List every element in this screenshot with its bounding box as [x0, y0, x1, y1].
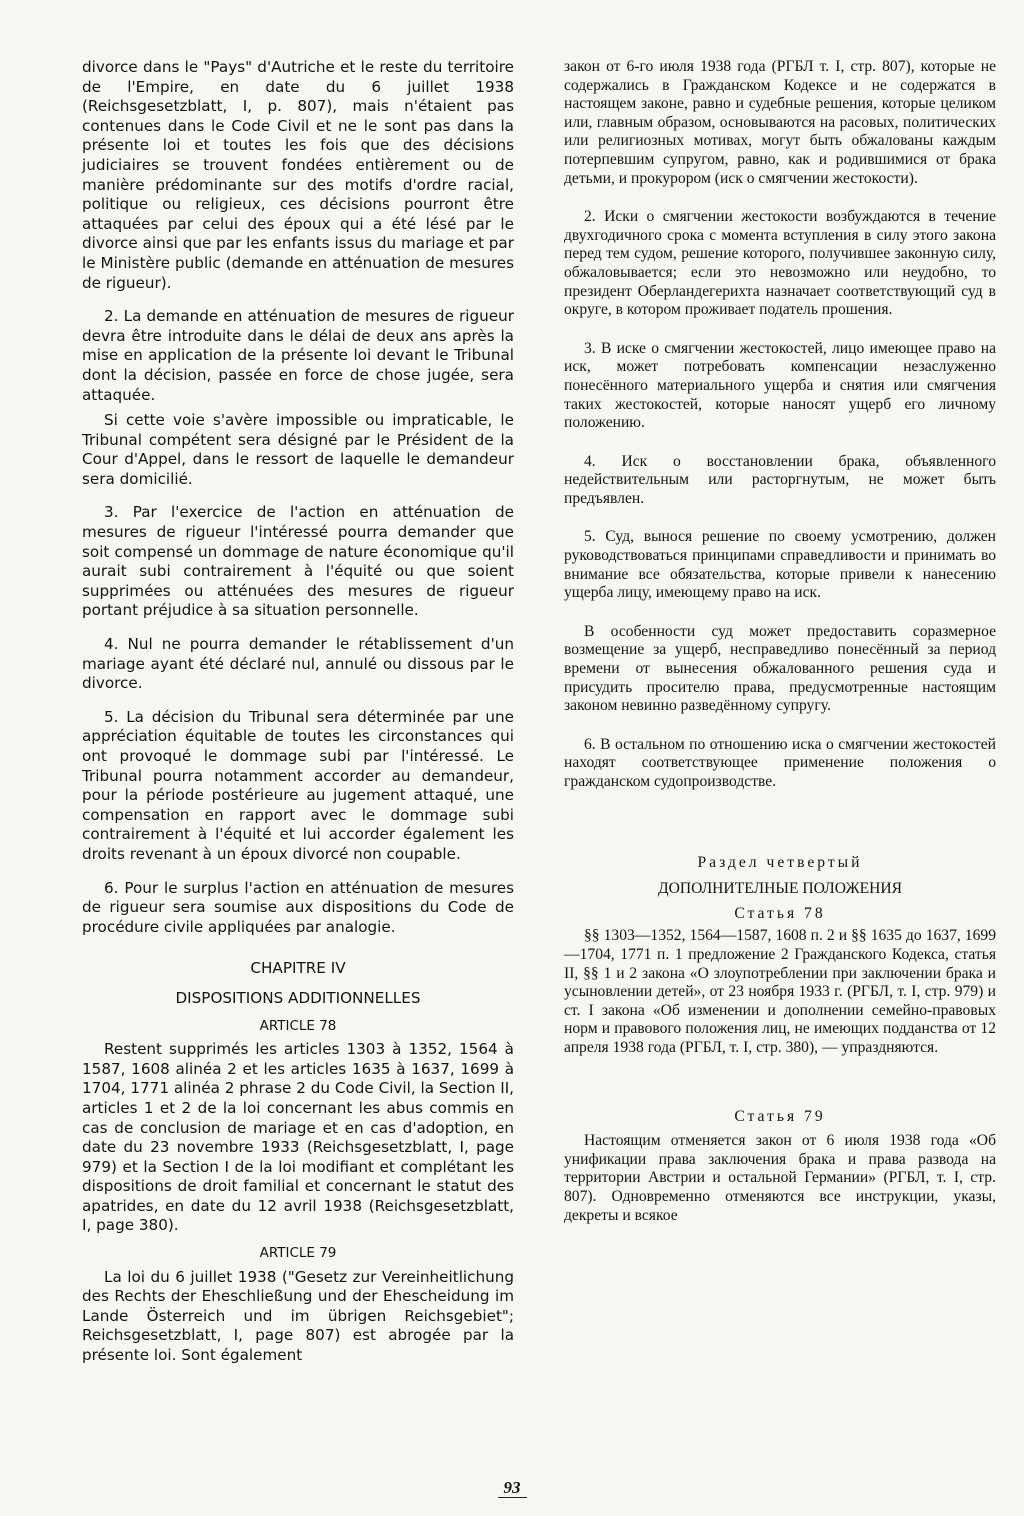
page-number	[0, 1478, 1024, 1498]
russian-paragraph-2: 2. Иски о смягчении жестокости возбуждаются в течение двухгодичного срока с момента вступления в силу этого закона перед тем судом, решение которого, получившее законную силу, обжаловывается; если это невозможно или неудобно, то президент Оберландегерихта назначает соответствующий суд в округе, в котором проживает податель прошения.	[564, 208, 996, 319]
french-article-79-text: La loi du 6 juillet 1938 ("Gesetz zur Vereinheitlichung des Rechts der Eheschließung und der Ehescheidung im Lande Österreich und im übrigen Reichsgebiet"; Reichsgesetzblatt, I, page 807) est abrogée par la présente loi. Sont également	[82, 1267, 514, 1365]
russian-column	[564, 58, 996, 1239]
french-paragraph-4: 4. Nul ne pourra demander le rétablissement d'un mariage ayant été déclaré nul, annulé ou dissous par le divorce.	[82, 635, 514, 693]
french-paragraph-3: 3. Par l'exercice de l'action en atténuation de mesures de rigueur l'intéressé pourra demander que soit compensé un dommage de nature économique qu'il aurait subi contrairement à l'équité ou que soient supprimées ou atténuées des mesures de rigueur portant préjudice à sa situation personnelle.	[82, 503, 514, 620]
russian-article-79-heading: Статья 79	[734, 1107, 826, 1125]
french-column	[82, 58, 514, 1380]
russian-paragraph-4: 4. Иск о восстановлении брака, объявленного недействительным или расторгнутым, не может быть предъявлен.	[564, 452, 996, 507]
page-number-value: 93	[498, 1478, 527, 1498]
russian-article-79-text: Настоящим отменяется закон от 6 июля 1938 года «Об унификации права заключения брака и права развода на территории Австрии и остальной Германии» (РГБЛ, т. I, стр. 807). Одновременно отменяются все инструкции, указы, декреты и всякое	[564, 1132, 996, 1224]
russian-article-78-text: §§ 1303—1352, 1564—1587, 1608 п. 2 и §§ 1635 до 1637, 1699—1704, 1771 п. 1 предложение 2 Гражданского Кодекса, статья II, §§ 1 и 2 закона «О злоупотреблении при заключении брака и усыновлении детей», от 23 ноября 1933 г. (РГБЛ, т. I, стр. 979) и ст. I закона «Об изменении и дополнении семейно-правовых норм и правового положения лиц, не имеющих подданства от 12 апреля 1938 года (РГБЛ, т. I, стр. 380), — упраздняются.	[564, 927, 996, 1056]
french-chapter-subtitle: DISPOSITIONS ADDITIONNELLES	[175, 988, 421, 1007]
french-article-78-heading: ARTICLE 78	[259, 1017, 337, 1034]
russian-intro-paragraph: закон от 6-го июля 1938 года (РГБЛ т. I, стр. 807), которые не содержались в Гражданском Кодексе и не содержатся в настоящем законе, равно и судебные решения, которые целиком или, главным образом, основываются на расовых, политических или религиозных мотивах, могут быть обжалованы каждым потерпевшим супругом, равно, как и родившимися от брака детьми, и прокурором (иск о смягчении жестокости).	[564, 58, 996, 187]
french-paragraph-6: 6. Pour le surplus l'action en atténuation de mesures de rigueur sera soumise aux dispositions du Code de procédure civile appliquées par analogie.	[82, 878, 514, 936]
french-chapter-title: CHAPITRE IV	[250, 959, 346, 978]
french-intro-paragraph: divorce dans le "Pays" d'Autriche et le reste du territoire de l'Empire, en date du 6 juillet 1938 (Reichsgesetzblatt, I, p. 807), mais n'étaient pas contenues dans le Code Civil et ne le sont pas dans la présente loi et toutes les fois que des décisions judiciaires se trouvent fondées entièrement ou de manière prédominante sur des motifs d'ordre racial, politique ou religieux, ces décisions pourront être attaquées par celui des époux qui a été lésé par le divorce ainsi que par les enfants issus du mariage et par le Ministère public (demande en atténuation de mesures de rigueur).	[82, 58, 514, 292]
russian-paragraph-5b: В особенности суд может предоставить соразмерное возмещение за ущерб, несправедливо понесённый за период времени от вынесения обжалованного решения суда и присудить просителю права, предусмотренные настоящим законом невинно разведённому супругу.	[564, 622, 996, 715]
russian-paragraph-3: 3. В иске о смягчении жестокостей, лицо имеющее право на иск, может потребовать компенсации незаслуженно понесённого материального ущерба и снятия или смягчения таких жестокостей, которые наносят ущерб его личному положению.	[564, 339, 996, 432]
french-paragraph-2: 2. La demande en atténuation de mesures de rigueur devra être introduite dans le délai de deux ans après la mise en application de la présente loi devant le Tribunal dont la décision, passée en force de chose jugée, sera attaquée.	[82, 307, 514, 404]
russian-article-78-heading: Статья 78	[734, 904, 826, 922]
russian-chapter-title: Раздел четвертый	[697, 853, 863, 871]
french-article-78-text: Restent supprimés les articles 1303 à 1352, 1564 à 1587, 1608 alinéa 2 et les articles 1635 à 1637, 1699 à 1704, 1771 alinéa 2 phrase 2 du Code Civil, la Section II, articles 1 et 2 de la loi concernant les abus commis en cas de conclusion de mariage et en cas d'adoption, en date du 23 novembre 1933 (Reichsgesetzblatt, I, page 979) et la Section I de la loi modifiant et complétant les dispositions de droit familial et concernant le statut des apatrides, en date du 12 avril 1938 (Reichsgesetzblatt, I, page 380).	[82, 1040, 514, 1235]
russian-paragraph-5: 5. Суд, вынося решение по своему усмотрению, должен руководствоваться принципами справедливости и принимать во внимание все обязательства, которые привели к нанесению ущерба лицу, имеющему право на иск.	[564, 528, 996, 602]
french-paragraph-5: 5. La décision du Tribunal sera déterminée par une appréciation équitable de toutes les circonstances qui ont provoqué le dommage subi par l'intéressé. Le Tribunal pourra notamment accorder au demandeur, pour la période postérieure au jugement attaqué, une compensation en rapport avec le dommage subi contrairement à l'équité et lui accorder également les droits revenant à un époux divorcé non coupable.	[82, 707, 514, 863]
russian-paragraph-6: 6. В остальном по отношению иска о смягчении жестокостей находят соответствующее применение положения о гражданском судопроизводстве.	[564, 735, 996, 790]
russian-chapter-subtitle: ДОПОЛНИТЕЛНЫЕ ПОЛОЖЕНИЯ	[657, 880, 903, 898]
french-article-79-heading: ARTICLE 79	[259, 1245, 337, 1262]
french-paragraph-2b: Si cette voie s'avère impossible ou impraticable, le Tribunal compétent sera désigné par le Président de la Cour d'Appel, dans le ressort de laquelle le demandeur sera domicilié.	[82, 411, 514, 488]
